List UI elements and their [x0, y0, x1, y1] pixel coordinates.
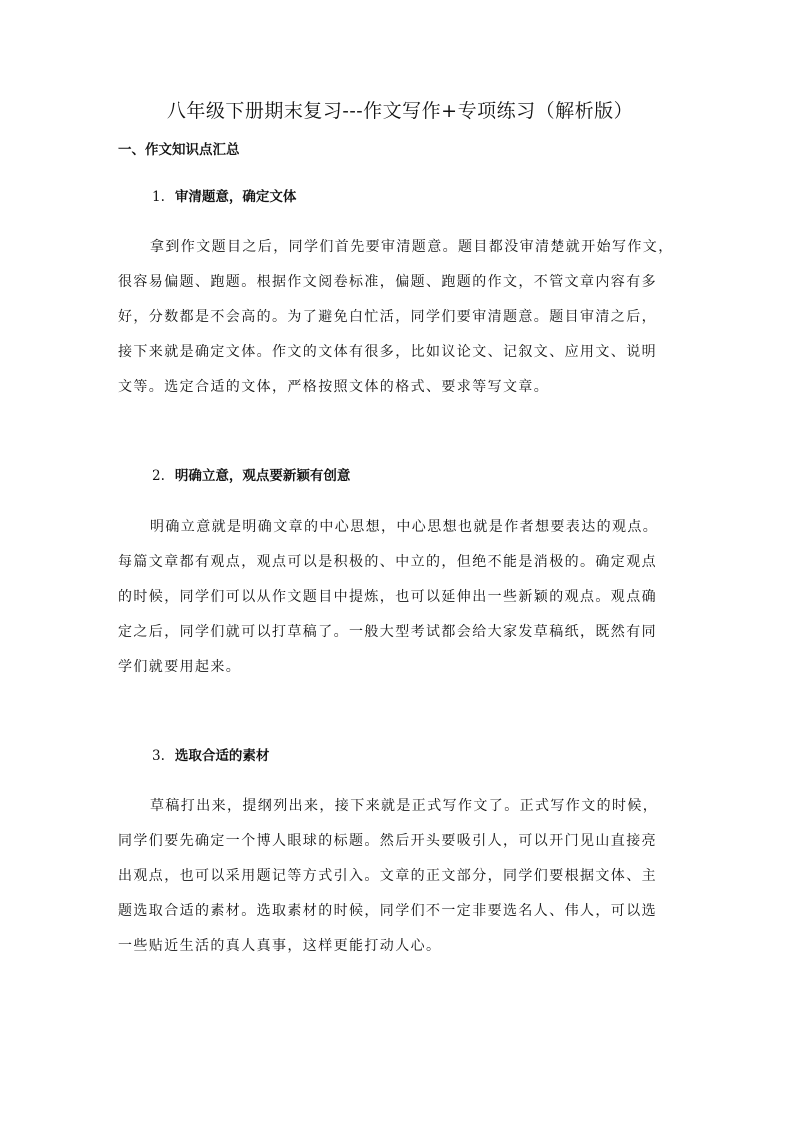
paragraph-line: 题选取合适的素材。选取素材的时候，同学们不一定非要选名人、伟人，可以选: [118, 903, 657, 919]
paragraph-2: [118, 510, 686, 685]
subsection-title: 明确立意，观点要新颖有创意: [174, 468, 351, 484]
subsection-heading-2: [152, 464, 350, 484]
paragraph-line: 一些贴近生活的真人真事，这样更能打动人心。: [118, 938, 442, 954]
paragraph-line: 定之后，同学们就可以打草稿了。一般大型考试都会给大家发草稿纸，既然有同: [118, 624, 657, 640]
paragraph-line: 的时候，同学们可以从作文题目中提炼，也可以延伸出一些新颖的观点。观点确: [118, 589, 657, 605]
paragraph-line: 接下来就是确定文体。作文的文体有很多，比如议论文、记叙文、应用文、说明: [118, 344, 657, 360]
subsection-title: 审清题意，确定文体: [174, 189, 297, 205]
paragraph-line: 出观点，也可以采用题记等方式引入。文章的正文部分，同学们要根据文体、主: [118, 868, 657, 884]
subsection-number: 2.: [152, 468, 165, 484]
paragraph-line: 很容易偏题、跑题。根据作文阅卷标准，偏题、跑题的作文，不管文章内容有多: [118, 274, 657, 290]
subsection-heading-3: [152, 744, 269, 764]
subsection-heading-1: [152, 185, 296, 205]
paragraph-3: [118, 789, 686, 964]
paragraph-line: 文等。选定合适的文体，严格按照文体的格式、要求等写文章。: [118, 379, 550, 395]
paragraph-line: 每篇文章都有观点，观点可以是积极的、中立的，但绝不能是消极的。确定观点: [118, 554, 657, 570]
paragraph-1: [118, 230, 686, 405]
paragraph-line: 好，分数都是不会高的。为了避免白忙活，同学们要审清题意。题目审清之后，: [118, 309, 657, 325]
document-title: 八年级下册期末复习---作文写作+专项练习（解析版）: [166, 100, 634, 122]
paragraph-line: 拿到作文题目之后，同学们首先要审清题意。题目都没审清楚就开始写作文，: [150, 239, 674, 255]
paragraph-line: 草稿打出来，提纲列出来，接下来就是正式写作文了。正式写作文的时候，: [150, 798, 659, 814]
subsection-title: 选取合适的素材: [174, 748, 270, 764]
subsection-number: 3.: [152, 748, 165, 764]
subsection-number: 1.: [152, 189, 165, 205]
paragraph-line: 明确立意就是明确文章的中心思想，中心思想也就是作者想要表达的观点。: [150, 519, 659, 535]
paragraph-line: 学们就要用起来。: [118, 659, 242, 675]
paragraph-line: 同学们要先确定一个博人眼球的标题。然后开头要吸引人，可以开门见山直接亮: [118, 833, 657, 849]
section-heading: 一、作文知识点汇总: [118, 142, 240, 158]
